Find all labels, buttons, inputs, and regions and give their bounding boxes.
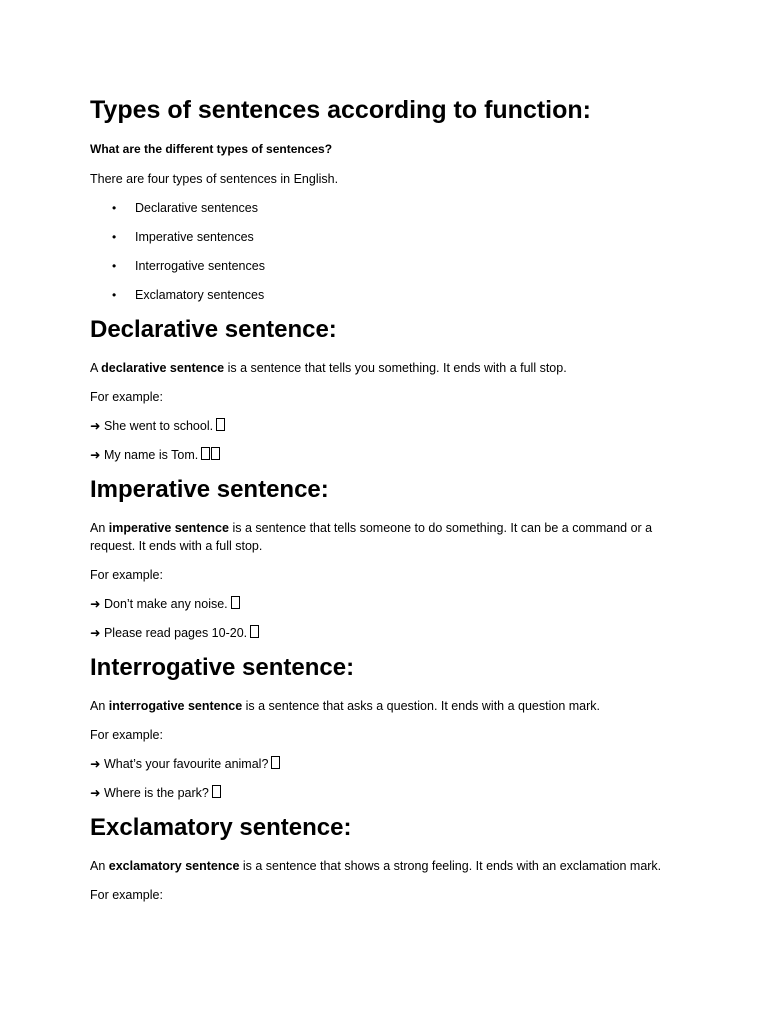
example-text: Don’t make any noise. bbox=[103, 597, 228, 611]
emoji-placeholder-icon bbox=[216, 418, 225, 431]
arrow-icon: ➜ bbox=[90, 626, 101, 640]
example-line bbox=[90, 755, 680, 773]
declarative-definition bbox=[90, 359, 680, 377]
list-item-label: Declarative sentences bbox=[135, 201, 258, 215]
interrogative-definition bbox=[90, 697, 680, 715]
bullet-icon: • bbox=[112, 259, 117, 273]
example-text: Where is the park? bbox=[103, 786, 209, 800]
list-item-label: Imperative sentences bbox=[135, 230, 254, 244]
example-text: She went to school. bbox=[103, 419, 214, 433]
document-page bbox=[90, 95, 680, 915]
arrow-icon: ➜ bbox=[90, 757, 101, 771]
for-example-label: For example: bbox=[90, 728, 163, 742]
definition-term: declarative sentence bbox=[101, 361, 225, 375]
example-text: What’s your favourite animal? bbox=[103, 757, 269, 771]
bullet-icon: • bbox=[112, 288, 117, 302]
definition-term: imperative sentence bbox=[108, 521, 229, 535]
definition-term: exclamatory sentence bbox=[108, 859, 240, 873]
definition-prefix: An bbox=[90, 699, 109, 713]
list-item bbox=[90, 257, 680, 275]
emoji-placeholder-icon bbox=[201, 447, 210, 460]
emoji-placeholder-icon bbox=[212, 785, 221, 798]
definition-prefix: An bbox=[90, 521, 109, 535]
interrogative-heading: Interrogative sentence: bbox=[90, 654, 355, 681]
emoji-placeholder-icon bbox=[250, 625, 259, 638]
definition-text: is a sentence that tells someone to do something. It can be a command or a request. It ends with a full stop. bbox=[90, 521, 653, 553]
imperative-heading: Imperative sentence: bbox=[90, 476, 329, 503]
example-line bbox=[90, 446, 680, 464]
example-line bbox=[90, 624, 680, 642]
for-example-label: For example: bbox=[90, 888, 163, 902]
example-line bbox=[90, 595, 680, 613]
example-text: My name is Tom. bbox=[103, 448, 199, 462]
emoji-placeholder-icon bbox=[231, 596, 240, 609]
arrow-icon: ➜ bbox=[90, 419, 101, 433]
intro-text: There are four types of sentences in English. bbox=[90, 172, 339, 186]
definition-text: is a sentence that asks a question. It ends with a question mark. bbox=[242, 699, 600, 713]
declarative-heading: Declarative sentence: bbox=[90, 316, 337, 343]
exclamatory-definition bbox=[90, 857, 680, 875]
sentence-types-list bbox=[90, 199, 680, 304]
exclamatory-heading: Exclamatory sentence: bbox=[90, 814, 352, 841]
question-subheading: What are the different types of sentences? bbox=[90, 142, 333, 156]
definition-prefix: An bbox=[90, 859, 109, 873]
list-item bbox=[90, 199, 680, 217]
bullet-icon: • bbox=[112, 201, 117, 215]
emoji-placeholder-icon bbox=[211, 447, 220, 460]
emoji-placeholder-icon bbox=[271, 756, 280, 769]
definition-text: is a sentence that shows a strong feeling. It ends with an exclamation mark. bbox=[239, 859, 662, 873]
page-title: Types of sentences according to function: bbox=[90, 96, 591, 124]
for-example-label: For example: bbox=[90, 390, 163, 404]
example-line bbox=[90, 784, 680, 802]
list-item bbox=[90, 228, 680, 246]
arrow-icon: ➜ bbox=[90, 448, 101, 462]
example-text: Please read pages 10-20. bbox=[103, 626, 248, 640]
definition-prefix: A bbox=[90, 361, 102, 375]
list-item-label: Exclamatory sentences bbox=[135, 288, 265, 302]
arrow-icon: ➜ bbox=[90, 597, 101, 611]
bullet-icon: • bbox=[112, 230, 117, 244]
imperative-definition bbox=[90, 519, 680, 555]
list-item-label: Interrogative sentences bbox=[135, 259, 265, 273]
example-line bbox=[90, 417, 680, 435]
definition-text: is a sentence that tells you something. It ends with a full stop. bbox=[224, 361, 567, 375]
definition-term: interrogative sentence bbox=[108, 699, 243, 713]
for-example-label: For example: bbox=[90, 568, 163, 582]
arrow-icon: ➜ bbox=[90, 786, 101, 800]
list-item bbox=[90, 286, 680, 304]
